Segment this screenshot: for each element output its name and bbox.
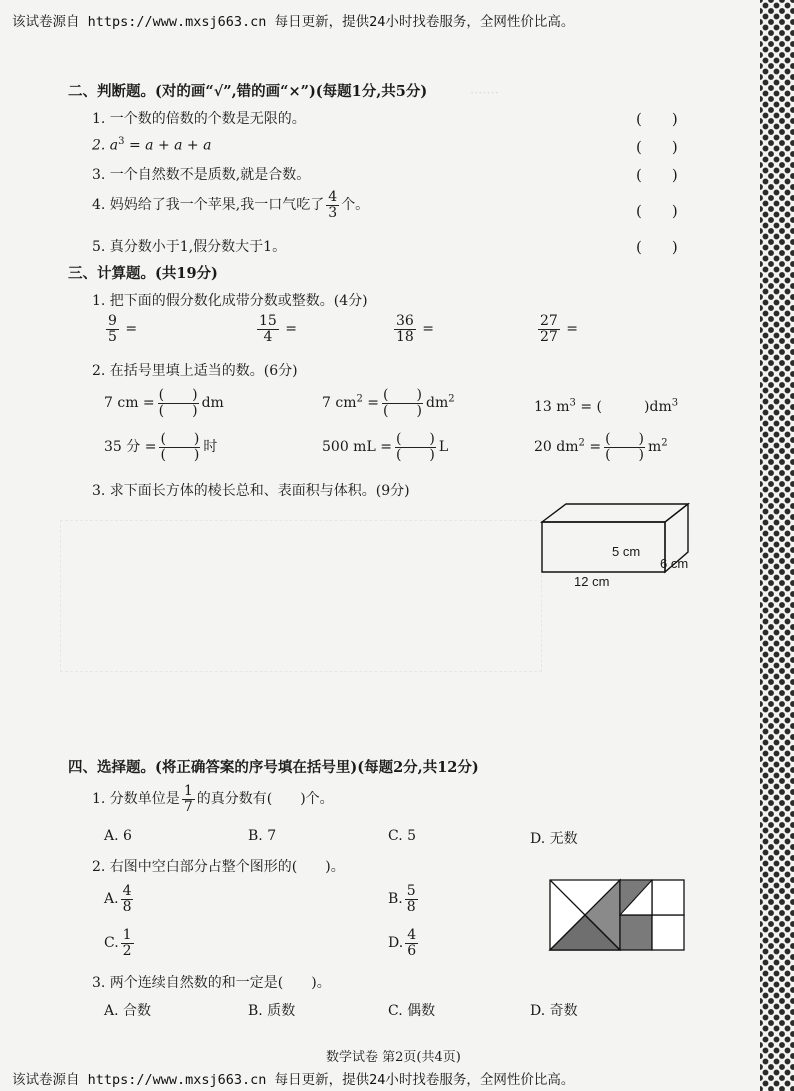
choice-q2-option-b[interactable]: B. $\frac{5}{8}$ (388, 883, 416, 915)
choice-q3-option-c[interactable]: C. 偶数 (388, 1003, 436, 1019)
choice-q1-option-c[interactable]: C. 5 (388, 828, 417, 844)
improper-fraction-3: $\frac{36}{18}$ = (396, 313, 435, 345)
calc-q2-title: 2. 在括号里填上适当的数。(6分) (92, 363, 298, 379)
choice-q2-option-c[interactable]: C. $\frac{1}{2}$ (104, 927, 132, 959)
cuboid-length-label: 12 cm (574, 574, 610, 589)
choice-q1: 1. 分数单位是 $\frac{1}{7}$ 的真分数有( )个。 (92, 783, 334, 815)
bleed-through: ······· (470, 86, 499, 101)
section-2-title: 二、判断题。(对的画“√”,错的画“×”)(每题1分,共5分) (68, 83, 428, 100)
section-3-title: 三、计算题。(共19分) (68, 265, 218, 282)
choice-q3: 3. 两个连续自然数的和一定是( )。 (92, 975, 331, 991)
conversion-3: 13 $m^3$ = ( )$dm^3$ (534, 397, 679, 415)
choice-q2-option-a[interactable]: A. $\frac{4}{8}$ (104, 883, 132, 915)
cuboid-width-label: 6 cm (660, 556, 689, 571)
judge-q3-answer[interactable]: ( ) (636, 166, 678, 184)
choice-q1-option-b[interactable]: B. 7 (248, 828, 277, 844)
judge-q5-answer[interactable]: ( ) (636, 238, 678, 256)
improper-fraction-2: $\frac{15}{4}$ = (259, 313, 298, 345)
cuboid-height-label: 5 cm (612, 544, 641, 559)
source-banner-bottom: 该试卷源自 https://www.mxsj663.cn 每日更新，提供24小时找卷服务，全网性价比高。 (12, 1072, 575, 1088)
choice-q3-option-b[interactable]: B. 质数 (248, 1003, 296, 1019)
shaded-grid-figure (548, 878, 688, 952)
calc-q3-title: 3. 求下面长方体的棱长总和、表面积与体积。(9分) (92, 483, 410, 499)
judge-q3: 3. 一个自然数不是质数,就是合数。 (92, 167, 311, 183)
calc-q1-title: 1. 把下面的假分数化成带分数或整数。(4分) (92, 293, 368, 309)
page-footer: 数学试卷 第2页(共4页) (326, 1050, 461, 1065)
conversion-1: 7 cm = ( ) ( ) dm (104, 387, 224, 419)
source-banner-top: 该试卷源自 https://www.mxsj663.cn 每日更新，提供24小时找卷服务，全网性价比高。 (12, 14, 575, 30)
judge-q1-answer[interactable]: ( ) (636, 110, 678, 128)
conversion-6: 20 $dm^2$ = ( ) ( ) $m^2$ (534, 431, 668, 463)
section-4-title: 四、选择题。(将正确答案的序号填在括号里)(每题2分,共12分) (68, 759, 479, 776)
conversion-4: 35 分 = ( ) ( ) 时 (104, 431, 218, 463)
judge-q4-answer[interactable]: ( ) (636, 202, 678, 220)
perforated-edge (760, 0, 794, 1091)
improper-fraction-1: $\frac{9}{5}$ = (108, 313, 138, 345)
judge-q2: 2. $a^3 = a + a + a$ (92, 136, 212, 154)
choice-q3-option-a[interactable]: A. 合数 (104, 1003, 152, 1019)
conversion-2: 7 $cm^2$ = ( ) ( ) $dm^2$ (322, 387, 455, 419)
choice-q3-option-d[interactable]: D. 奇数 (530, 1003, 578, 1019)
judge-q2-answer[interactable]: ( ) (636, 138, 678, 156)
improper-fraction-4: $\frac{27}{27}$ = (540, 313, 579, 345)
bleed-through-area (60, 520, 542, 672)
judge-q4: 4. 妈妈给了我一个苹果,我一口气吃了 $\frac{4}{3}$ 个。 (92, 189, 370, 221)
choice-q1-option-a[interactable]: A. 6 (104, 828, 132, 844)
choice-q2: 2. 右图中空白部分占整个图形的( )。 (92, 859, 345, 875)
conversion-5: 500 mL = ( ) ( ) L (322, 431, 449, 463)
choice-q2-option-d[interactable]: D. $\frac{4}{6}$ (388, 927, 417, 959)
judge-q5: 5. 真分数小于1,假分数大于1。 (92, 239, 287, 255)
choice-q1-option-d[interactable]: D. 无数 (530, 831, 578, 847)
judge-q1: 1. 一个数的倍数的个数是无限的。 (92, 111, 306, 127)
